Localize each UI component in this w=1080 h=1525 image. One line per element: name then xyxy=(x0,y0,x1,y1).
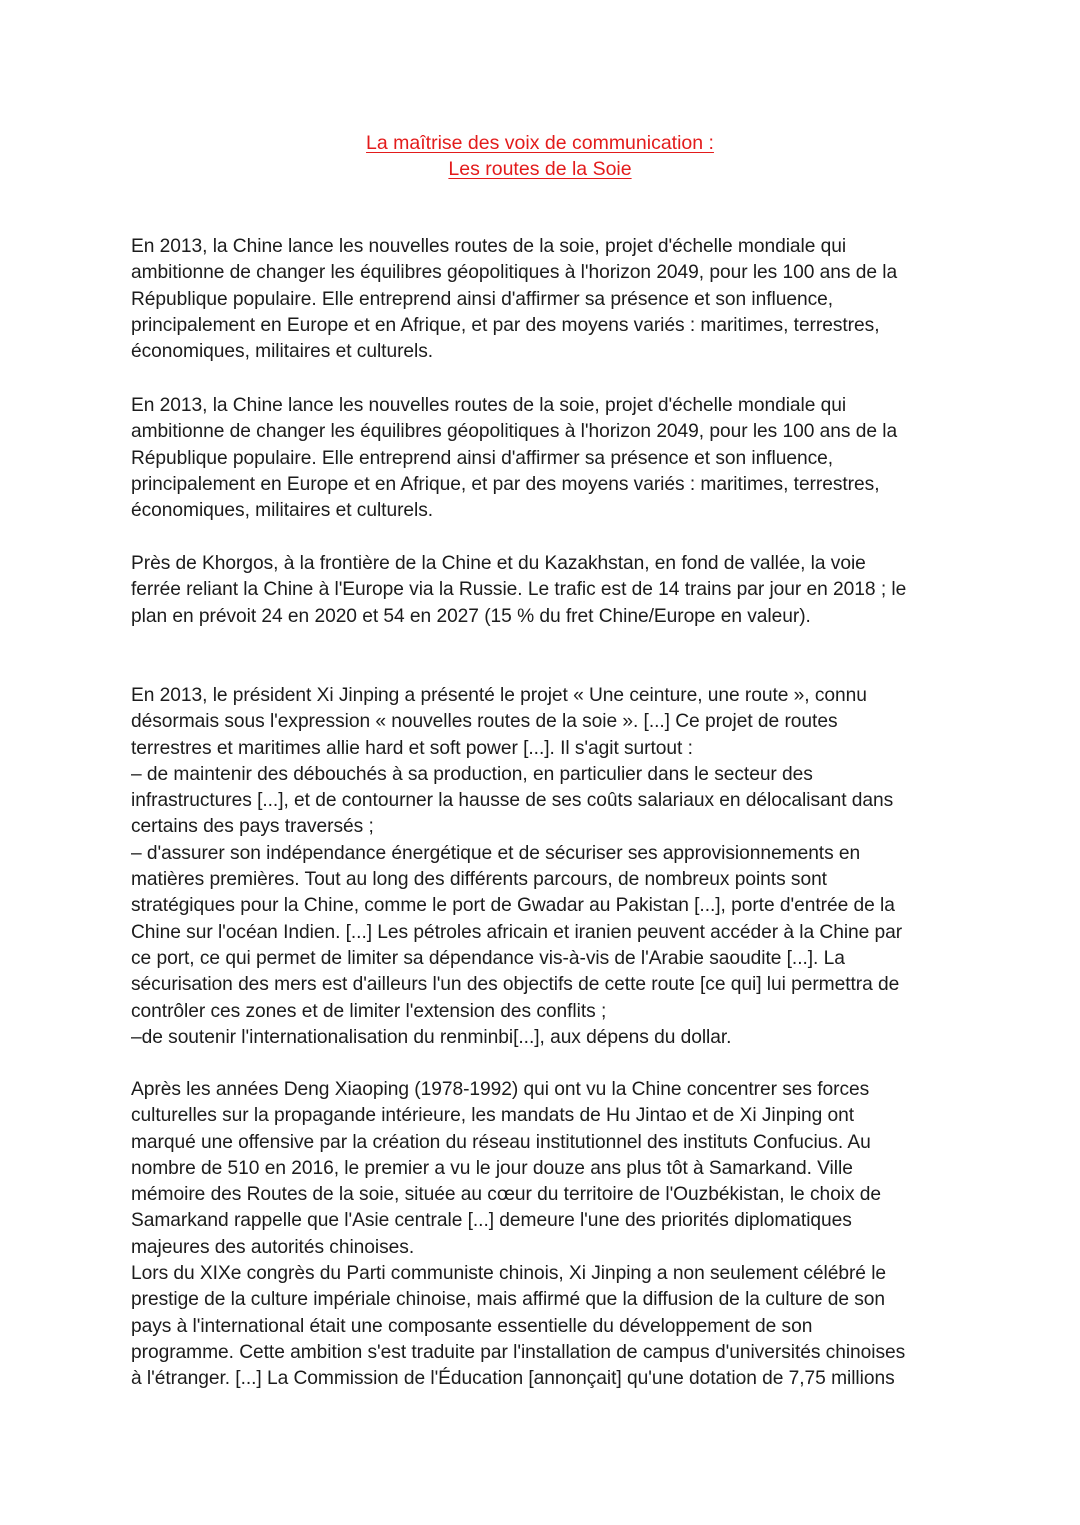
title-line-2: Les routes de la Soie xyxy=(448,158,632,180)
paragraph-belt-and-road: En 2013, le président Xi Jinping a présenté le projet « Une ceinture, une route », connu désormais sous l'expression « nouvelles routes de la soie ». [...] Ce projet de routes terrestres et maritimes allie hard et soft power [...]. Il s'agit surtout : – de maintenir des débouchés à sa production, en particulier dans le secteur des infrastructures [...], et de contourner la hausse de ses coûts salariaux en délocalisant dans certains des pays traversés ; – d'assurer son indépendance énergétique et de sécuriser ses approvisionnements en matières premières. Tout au long des différents parcours, de nombreux points sont stratégiques pour la Chine, comme le port de Gwadar au Pakistan [...], porte d'entrée de la Chine sur l'océan Indien. [...] Les pétroles africain et iranien peuvent accéder à la Chine par ce port, ce qui permet de limiter sa dépendance vis-à-vis de l'Arabie saoudite [...]. La sécurisation des mers est d'ailleurs l'un des objectifs de cette route [ce qui] lui permettra de contrôler ces zones et de limiter l'extension des conflits ; –de soutenir l'internationalisation du renminbi[...], aux dépens du dollar. xyxy=(131,685,903,1048)
paragraph-confucius-institutes: Après les années Deng Xiaoping (1978-1992) qui ont vu la Chine concentrer ses forces culturelles sur la propagande intérieure, les mandats de Hu Jintao et de Xi Jinping ont marqué une offensive par la création du réseau institutionnel des instituts Confucius. Au nombre de 510 en 2016, le premier a vu le jour douze ans plus tôt à Samarkand. Ville mémoire des Routes de la soie, située au cœur du territoire de l'Ouzbékistan, le choix de Samarkand rappelle que l'Asie centrale [...] demeure l'une des priorités diplomatiques majeures des autorités chinoises. Lors du XIXe congrès du Parti communiste chinois, Xi Jinping a non seulement célébré le prestige de la culture impériale chinoise, mais affirmé que la diffusion de la culture de son pays à l'international était une composante essentielle du développement de son programme. Cette ambition s'est traduite par l'installation de campus d'universités chinoises à l'étranger. [...] La Commission de l'Éducation [annonçait] qu'une dotation de 7,75 millions xyxy=(131,1079,906,1390)
paragraph-intro: En 2013, la Chine lance les nouvelles routes de la soie, projet d'échelle mondiale qui ambitionne de changer les équilibres géopolitiques à l'horizon 2049, pour les 100 ans de la République populaire. Elle entreprend ainsi d'affirmer sa présence et son influence, principalement en Europe et en Afrique, et par des moyens variés : maritimes, terrestres, économiques, militaires et culturels. xyxy=(131,236,898,363)
paragraph-intro-repeat: En 2013, la Chine lance les nouvelles routes de la soie, projet d'échelle mondiale qui ambitionne de changer les équilibres géopolitiques à l'horizon 2049, pour les 100 ans de la République populaire. Elle entreprend ainsi d'affirmer sa présence et son influence, principalement en Europe et en Afrique, et par des moyens variés : maritimes, terrestres, économiques, militaires et culturels. xyxy=(131,395,898,522)
paragraph-khorgos: Près de Khorgos, à la frontière de la Chine et du Kazakhstan, en fond de vallée, la voie ferrée reliant la Chine à l'Europe via la Russie. Le trafic est de 14 trains par jour en 2018 ; le plan en prévoit 24 en 2020 et 54 en 2027 (15 % du fret Chine/Europe en valeur). xyxy=(131,553,907,627)
title-line-1: La maîtrise des voix de communication : xyxy=(366,132,714,154)
page-title xyxy=(0,130,1080,182)
